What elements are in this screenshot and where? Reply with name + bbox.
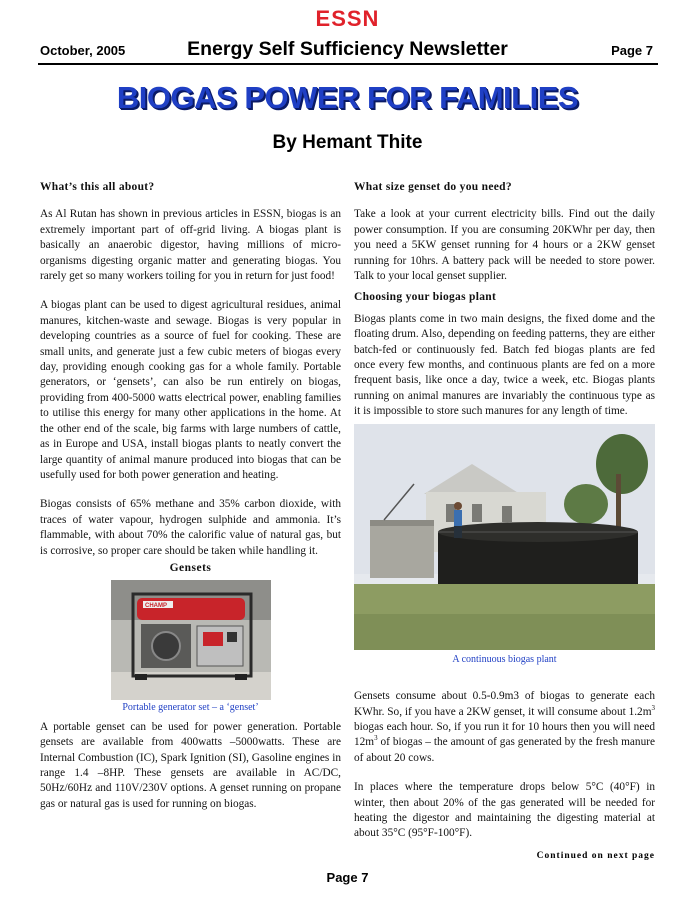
paragraph: Biogas plants come in two main designs, the fixed dome and the floating drum. Also, depending on feeding patterns, they are either batch-fed or continuously fed. Batch fed biogas plants are fed once every few months, and continuous plants are fed on a more frequent basis, like once a day, twice a week, etc. Biogas plants running on animal manures are invariably the continuous type as it is impossible to store such manures for any length of time. xyxy=(354,312,655,418)
generator-photo xyxy=(111,580,271,700)
header-page-number: Page 7 xyxy=(611,43,653,58)
generator-brand-label: CHAMP xyxy=(144,603,167,610)
generator-photo-caption: Portable generator set – a ‘genset’ xyxy=(122,702,259,714)
right-column xyxy=(354,180,655,856)
paragraph-genset-consumption: Gensets consume about 0.5-0.9m3 of biogas to generate each KWhr. So, if you have a 2KW genset, it will consume about $1.2m^3$ biogas each hour. So, if you run it for 10 hours then you will need $12m^3$ of biogas – the amount of gas generated by the fresh manure of about 20 cows. xyxy=(354,690,655,764)
section-heading-genset-size: What size genset do you need? xyxy=(354,181,512,193)
paragraph: A portable genset can be used for power generation. Portable gensets are available from 400watts –5000watts. These are Internal Combustion (IC), Spark Ignition (SI), Gasoline engines in range 1.4 –8HP. These gensets are available in AC/DC, 50Hz/60Hz and 110V/230V options. A genset running on propane gas or natural gas is used for running on biogas. xyxy=(40,720,341,810)
article-headline: BIOGAS POWER FOR FAMILIES xyxy=(116,80,579,115)
newsletter-title: Energy Self Sufficiency Newsletter xyxy=(187,38,508,60)
header-rule xyxy=(38,63,658,65)
left-column xyxy=(40,180,341,826)
section-heading-gensets: Gensets xyxy=(169,561,212,574)
issue-date: October, 2005 xyxy=(40,43,126,58)
section-heading-intro: What’s this all about? xyxy=(40,181,155,193)
footer-page-number: Page 7 xyxy=(326,870,369,885)
section-heading-choosing-plant: Choosing your biogas plant xyxy=(354,291,497,304)
paragraph: In places where the temperature drops below 5°C (40°F) in winter, then about 20% of the gas generated will be needed for heating the digestor and maintaining the digesting material at about 35°C (95°F-100°F). xyxy=(354,781,655,840)
article-byline: By Hemant Thite xyxy=(272,132,423,153)
paragraph: Biogas consists of 65% methane and 35% carbon dioxide, with traces of water vapour, hydrogen sulphide and ammonia. It’s flammable, with about 70% the calorific value of natural gas, but is corrosive, so proper care should be taken while handling it. xyxy=(40,498,341,557)
continued-note: Continued on next page xyxy=(536,851,655,861)
biogas-plant-photo-caption: A continuous biogas plant xyxy=(452,653,557,665)
paragraph: A biogas plant can be used to digest agricultural residues, animal manures, kitchen-waste and sewage. Biogas is very popular in developing countries as a source of fuel for cooking. These are small units, and generate just a few cubic meters of biogas every day, providing enough cooking gas for a whole family. Portable generators, or ‘gensets’, can also be run entirely on biogas, providing from 400-5000 watts electrical power, enabling families to utilise this energy for many other applications in the home. At the other end of the scale, big farms with large numbers of cattle, as in Europe and USA, install biogas plants to neatly convert the large quantity of animal manure produced into biogas that can be usefully used for both power generation and heating. xyxy=(40,299,341,481)
paragraph: As Al Rutan has shown in previous articles in ESSN, biogas is an extremely important part of off-grid living. A biogas plant is basically an anaerobic digestor, having millions of micro-organisms digesting organic matter and generating biogas. You rarely get so many workers toiling for you in return for just food! xyxy=(40,208,341,283)
biogas-plant-photo xyxy=(354,424,655,650)
paragraph: Take a look at your current electricity bills. Find out the daily power consumption. If you are consuming 20KWhr per day, then you need a 5KW genset running for 4 hours or a 2KW genset running for 10hrs. A battery pack will be needed to store power. Talk to your local genset supplier. xyxy=(354,208,655,283)
masthead: ESSN xyxy=(315,6,380,31)
